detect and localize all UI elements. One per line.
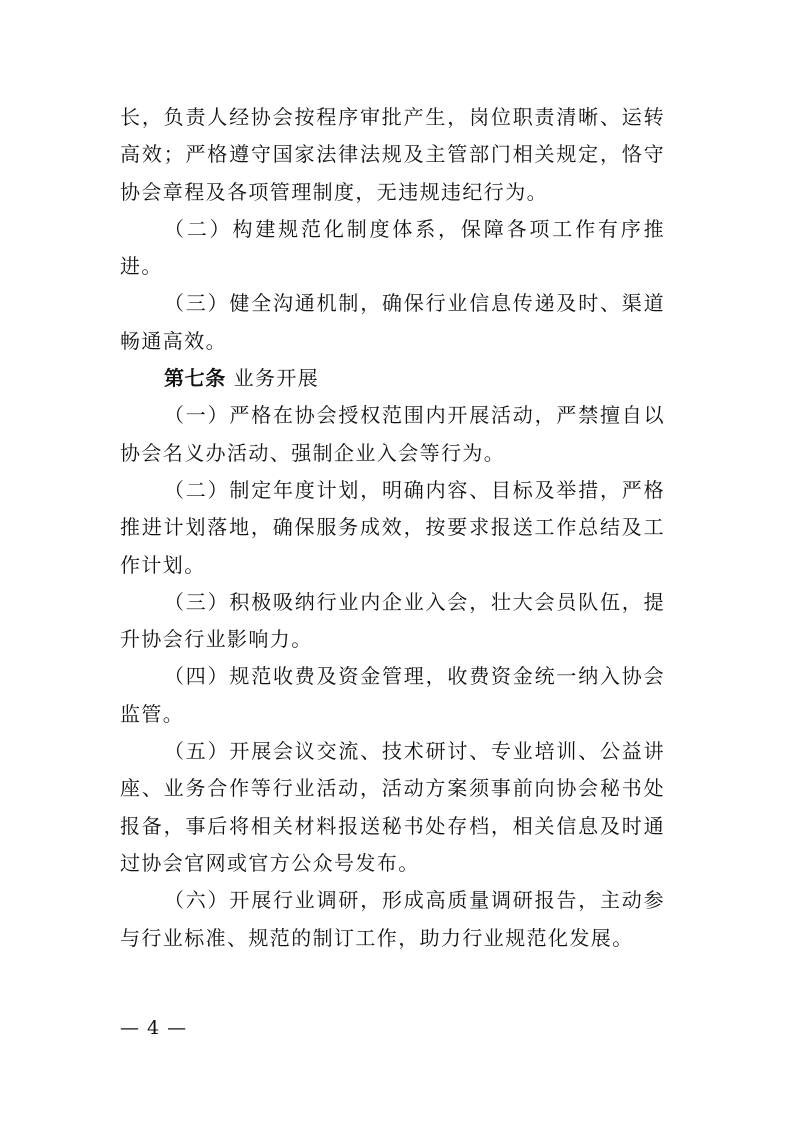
article-title: 业务开展 — [233, 366, 320, 391]
article-item-1: （一）严格在协会授权范围内开展活动，严禁擅自以协会名义办活动、强制企业入会等行为。 — [120, 403, 665, 465]
article-item-5: （五）开展会议交流、技术研讨、专业培训、公益讲座、业务合作等行业活动，活动方案须事前向协会秘书处报备，事后将相关材料报送秘书处存档，相关信息及时通过协会官网或官方公众号发布。 — [120, 739, 665, 875]
article-number: 第七条 — [164, 366, 226, 391]
article-item-3: （三）积极吸纳行业内企业入会，壮大会员队伍，提升协会行业影响力。 — [120, 589, 665, 652]
paragraph-item-2: （二）构建规范化制度体系，保障各项工作有序推进。 — [120, 216, 665, 279]
paragraph-item-3: （三）健全沟通机制，确保行业信息传递及时、渠道畅通高效。 — [120, 291, 665, 353]
document-body — [120, 99, 665, 957]
article-heading — [120, 360, 665, 397]
article-item-4: （四）规范收费及资金管理，收费资金统一纳入协会监管。 — [120, 664, 665, 726]
paragraph-continuation: 长，负责人经协会按程序审批产生，岗位职责清晰、运转高效；严格遵守国家法律法规及主管部门相关规定，恪守协会章程及各项管理制度，无违规违纪行为。 — [120, 105, 665, 204]
article-item-2: （二）制定年度计划，明确内容、目标及举措，严格推进计划落地，确保服务成效，按要求报送工作总结及工作计划。 — [120, 477, 665, 577]
page-number: — 4 — — [120, 1017, 188, 1039]
article-item-6: （六）开展行业调研，形成高质量调研报告，主动参与行业标准、规范的制订工作，助力行业规范化发展。 — [120, 888, 665, 950]
